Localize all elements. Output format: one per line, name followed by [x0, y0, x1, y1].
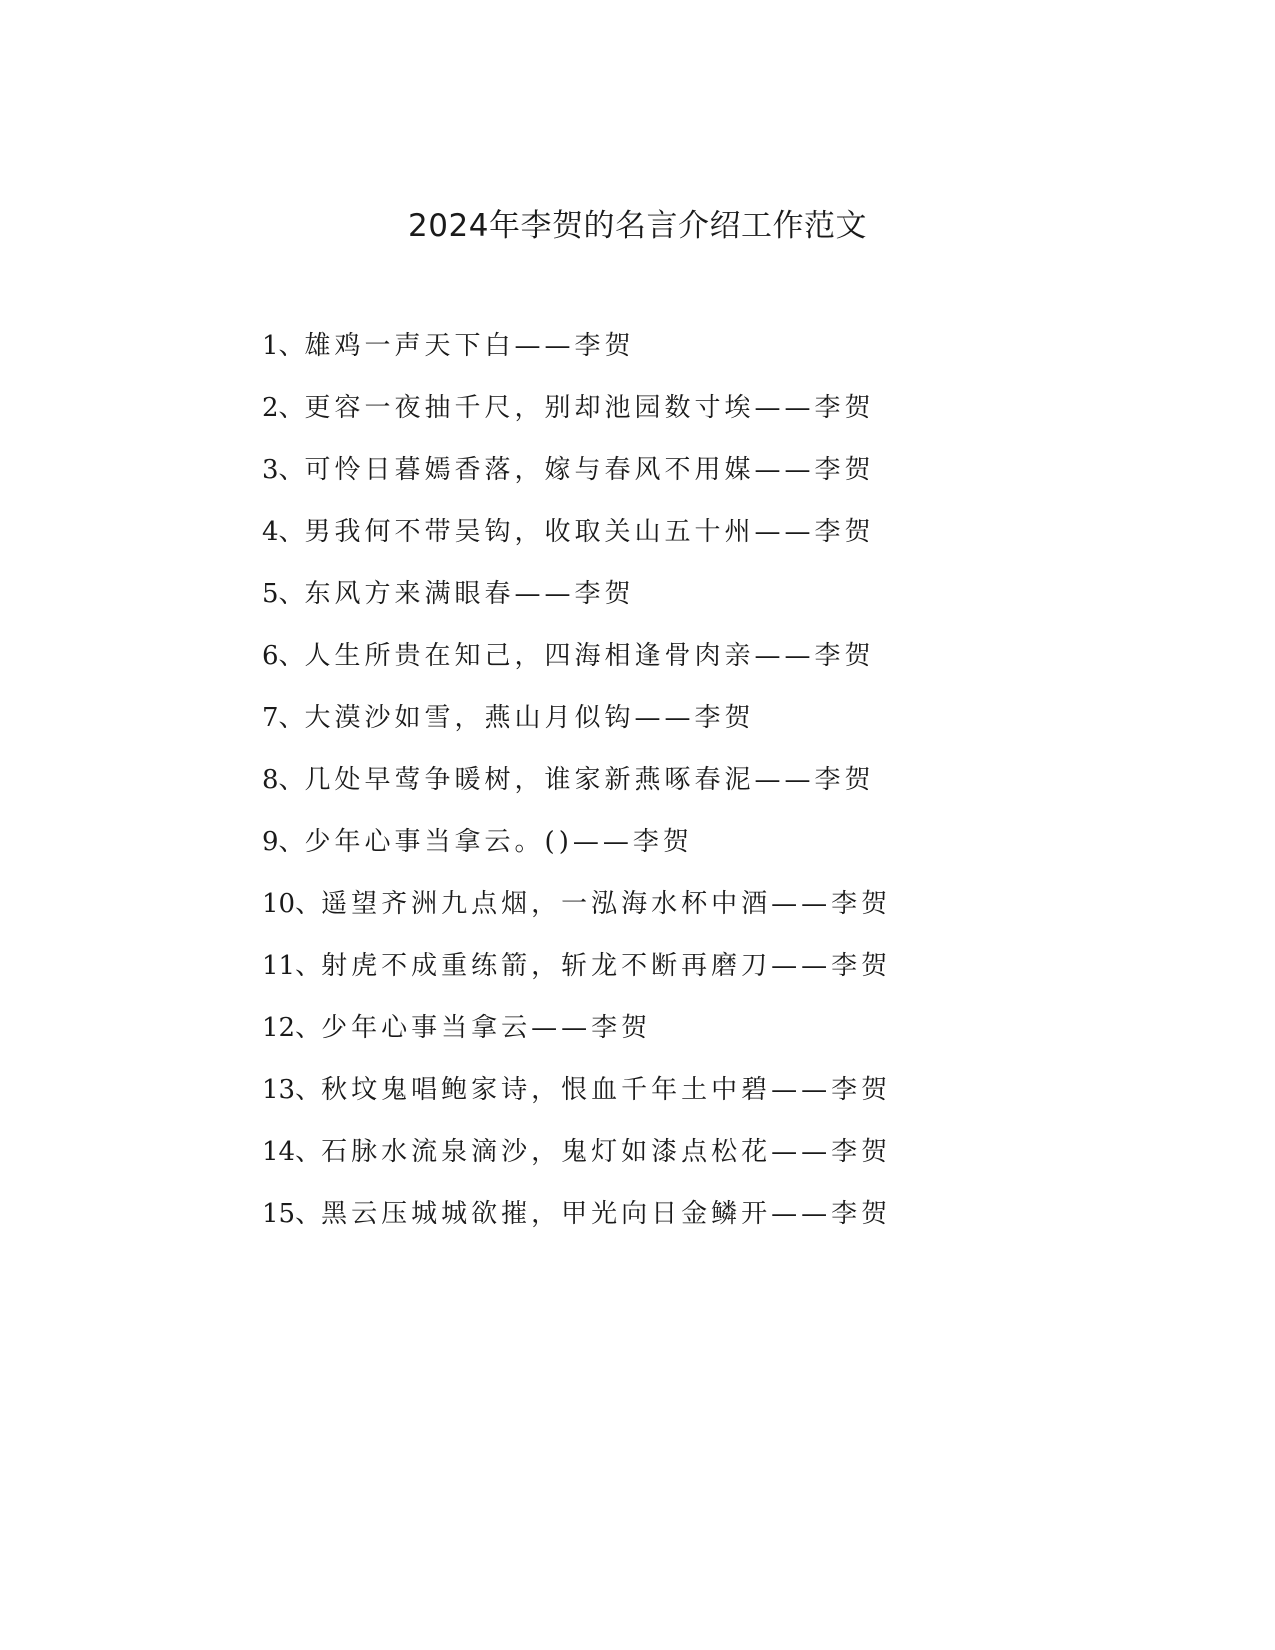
- quote-text: 石脉水流泉滴沙，鬼灯如漆点松花——李贺: [321, 1137, 892, 1167]
- list-item: [262, 1136, 1022, 1198]
- quote-number: 4、: [262, 517, 305, 547]
- quote-text: 黑云压城城欲摧，甲光向日金鳞开——李贺: [321, 1199, 892, 1229]
- document-title: 2024年李贺的名言介绍工作范文: [408, 208, 867, 244]
- quote-number: 1、: [262, 331, 305, 361]
- quote-text: 大漠沙如雪，燕山月似钩——李贺: [304, 703, 755, 733]
- quote-number: 2、: [262, 393, 305, 423]
- list-item: [262, 330, 1022, 392]
- quote-number: 12、: [262, 1013, 322, 1043]
- quote-text: 可怜日暮嫣香落，嫁与春风不用媒——李贺: [304, 455, 875, 485]
- list-item: [262, 826, 1022, 888]
- list-item: [262, 1012, 1022, 1074]
- quote-text: 东风方来满眼春——李贺: [304, 579, 635, 609]
- quote-text: 秋坟鬼唱鲍家诗，恨血千年土中碧——李贺: [321, 1075, 892, 1105]
- quote-text: 雄鸡一声天下白——李贺: [304, 331, 635, 361]
- list-item: [262, 950, 1022, 1012]
- list-item: [262, 888, 1022, 950]
- list-item: [262, 1074, 1022, 1136]
- quote-text: 人生所贵在知己，四海相逢骨肉亲——李贺: [304, 641, 875, 671]
- list-item: [262, 516, 1022, 578]
- quote-list: [262, 330, 1022, 1260]
- quote-number: 6、: [262, 641, 305, 671]
- quote-text: 少年心事当拿云。()——李贺: [304, 827, 693, 857]
- quote-text: 遥望齐洲九点烟，一泓海水杯中酒——李贺: [321, 889, 892, 919]
- quote-number: 15、: [262, 1199, 322, 1229]
- quote-number: 11、: [262, 951, 322, 981]
- list-item: [262, 454, 1022, 516]
- list-item: [262, 640, 1022, 702]
- list-item: [262, 578, 1022, 640]
- quote-text: 少年心事当拿云——李贺: [321, 1013, 652, 1043]
- quote-number: 14、: [262, 1137, 322, 1167]
- quote-text: 更容一夜抽千尺，别却池园数寸埃——李贺: [304, 393, 875, 423]
- quote-text: 射虎不成重练箭，斩龙不断再磨刀——李贺: [321, 951, 892, 981]
- list-item: [262, 702, 1022, 764]
- quote-number: 10、: [262, 889, 322, 919]
- quote-text: 几处早莺争暖树，谁家新燕啄春泥——李贺: [304, 765, 875, 795]
- quote-number: 13、: [262, 1075, 322, 1105]
- quote-number: 8、: [262, 765, 305, 795]
- quote-text: 男我何不带吴钩，收取关山五十州——李贺: [304, 517, 875, 547]
- quote-number: 9、: [262, 827, 305, 857]
- list-item: [262, 1198, 1022, 1260]
- list-item: [262, 392, 1022, 454]
- list-item: [262, 764, 1022, 826]
- quote-number: 7、: [262, 703, 305, 733]
- quote-number: 5、: [262, 579, 305, 609]
- quote-number: 3、: [262, 455, 305, 485]
